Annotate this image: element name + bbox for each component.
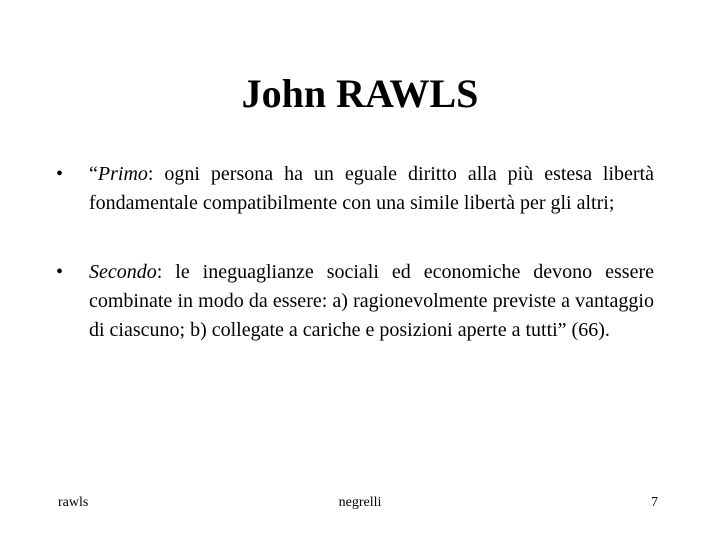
bullet-marker: •	[56, 261, 64, 283]
open-quote: “	[89, 163, 98, 185]
bullet-text: : le ineguaglianze sociali ed economiche devono essere combinate in modo da essere: a) ragionevolmente previste a vantaggio di ciascuno; b) collegate a cariche e posizioni aperte a tutti” (66).	[89, 261, 654, 341]
page-number: 7	[651, 495, 658, 510]
footer-center-text: negrelli	[338, 495, 382, 510]
footer-left-text: rawls	[58, 495, 89, 510]
bullet-marker: •	[56, 163, 64, 185]
bullet-item-primo	[56, 160, 654, 218]
bullet-lead-term: Secondo	[89, 261, 157, 283]
bullet-lead-term: Primo	[97, 163, 148, 185]
bullet-list	[56, 160, 654, 345]
slide-title: John RAWLS	[241, 71, 479, 116]
bullet-item-secondo	[56, 258, 654, 345]
bullet-text: : ogni persona ha un eguale diritto alla più estesa libertà fondamentale compatibilmente con una simile libertà per gli altri;	[89, 163, 654, 214]
